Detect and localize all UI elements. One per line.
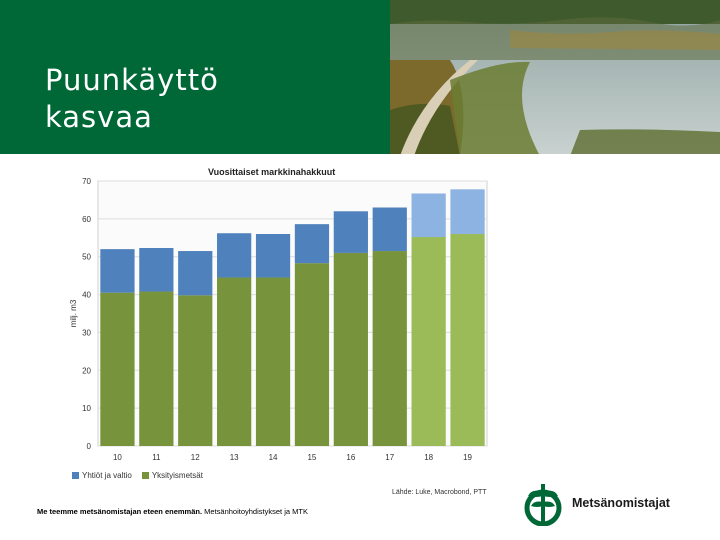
y-tick-label: 30	[82, 328, 91, 338]
bar-private-10	[100, 293, 134, 446]
x-tick-label: 18	[424, 453, 434, 462]
slide-title: Puunkäyttö kasvaa	[45, 63, 219, 134]
lake-photo	[390, 0, 720, 156]
x-tick-label: 12	[190, 453, 200, 462]
legend-item-companies	[72, 471, 132, 480]
metsanomistajat-logo	[522, 480, 670, 526]
footer-tagline-orgs: Metsänhoitoyhdistykset ja MTK	[204, 507, 308, 516]
y-axis-label: milj. m3	[69, 299, 78, 328]
legend-label-companies: Yhtiöt ja valtio	[82, 471, 132, 480]
bar-companies-18	[412, 193, 446, 237]
y-tick-label: 70	[82, 177, 91, 186]
banner-divider	[0, 154, 720, 157]
title-banner	[0, 0, 390, 156]
footer-tagline-bold: Me teemme metsänomistajan eteen enemmän.	[37, 507, 203, 516]
chart-title: Vuosittaiset markkinahakkuut	[208, 167, 336, 177]
tree-leaf-logo-icon	[522, 480, 564, 526]
y-tick-label: 50	[82, 252, 91, 262]
bar-companies-16	[334, 211, 368, 253]
bar-companies-13	[217, 233, 251, 277]
bar-companies-10	[100, 249, 134, 293]
legend-label-private: Yksityismetsät	[151, 471, 203, 480]
x-tick-label: 10	[112, 453, 122, 462]
lake-photo-image	[390, 0, 720, 156]
bar-companies-15	[295, 224, 329, 263]
bar-companies-19	[450, 189, 484, 234]
x-tick-label: 14	[268, 453, 278, 462]
footer-tagline	[37, 507, 308, 516]
x-tick-label: 13	[229, 453, 239, 462]
x-tick-label: 15	[307, 453, 317, 462]
bar-chart	[60, 160, 500, 500]
bar-private-13	[217, 278, 251, 446]
bar-private-11	[139, 292, 173, 446]
legend-swatch-companies	[72, 472, 79, 479]
x-tick-label: 19	[463, 453, 473, 462]
legend-item-private	[142, 471, 203, 480]
bar-private-16	[334, 253, 368, 446]
bar-private-18	[412, 237, 446, 446]
y-tick-label: 0	[86, 442, 91, 451]
y-tick-label: 60	[82, 214, 91, 224]
bar-companies-11	[139, 248, 173, 292]
bar-companies-12	[178, 251, 212, 295]
y-tick-label: 40	[82, 290, 91, 300]
bar-companies-17	[373, 208, 407, 252]
bar-private-15	[295, 263, 329, 446]
chart-legend	[72, 471, 203, 480]
x-tick-label: 17	[385, 453, 395, 462]
chart-source: Lähde: Luke, Macrobond, PTT	[392, 489, 487, 496]
bar-private-14	[256, 278, 290, 446]
bar-private-19	[450, 234, 484, 446]
bar-private-17	[373, 251, 407, 446]
bar-private-12	[178, 295, 212, 446]
legend-swatch-private	[142, 472, 149, 479]
x-tick-label: 16	[346, 453, 356, 462]
y-tick-label: 10	[82, 404, 91, 414]
logo-wordmark: Metsänomistajat	[572, 496, 670, 510]
bar-companies-14	[256, 234, 290, 278]
y-tick-label: 20	[82, 366, 91, 376]
x-tick-label: 11	[152, 453, 161, 462]
